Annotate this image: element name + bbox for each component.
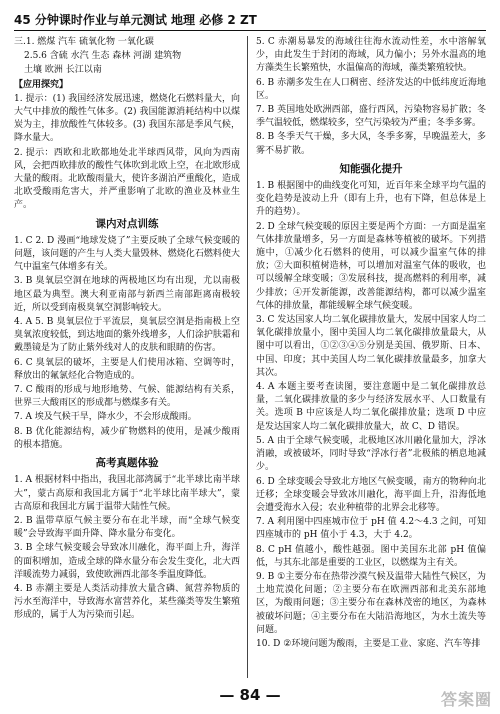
left-column	[14, 36, 240, 678]
answer-item: 8. B 冬季天气干燥，多大风，冬季多雾，早晚温差大，多雾不易扩散。	[256, 132, 486, 156]
answer-item: 10. D ②环境问题为酸雨，主要是工业、家庭、汽车等排	[256, 638, 481, 649]
page-number: — 84 —	[219, 686, 281, 704]
answer-item: 4. B 赤潮主要是人类活动排放大量含磷、氮营养物质的污水至海洋中，导致海水富营养化，某些藻类等发生繁殖形成的，属于人为污染而引起。	[14, 583, 240, 621]
intro-line-3: 土壤 欧洲 长江以南	[24, 65, 102, 76]
answer-item: 8. C pH 值越小，酸性越强。图中美国东北部 pH 值偏低，与其东北部是重要的工业区，以燃煤为主有关。	[256, 544, 486, 568]
answer-item: 3. C 发达国家人均二氧化碳排放量大，发展中国家人均二氧化碳排放量小，图中美国人均二氧化碳排放量最大，从图中可以看出，①②③④⑤分别是美国、俄罗斯、日本、中国、印度；其中美国人均二氧化碳排放量最多，加拿大其次。	[256, 315, 486, 378]
answer-item: 4. A 5. B 臭氧层位于平流层，臭氧层空洞是指南极上空臭氧浓度较低，到达地面的紫外线增多，人们涂护肤霜和戴墨镜是为了防止紫外线对人的皮肤和眼睛的伤害。	[14, 317, 240, 354]
answer-item: 9. B ①主要分布在热带沙漠气候及温带大陆性气候区，为土地荒漠化问题；②主要分布在欧洲西部和北美东部地区，为酸雨问题；③主要分布在森林茂密的地区，为森林被破坏问题；④主要分布在大陆沿海地区，为水土流失等问题。	[256, 571, 486, 635]
application-item: 1. 提示：(1) 我国经济发展迅速，燃烧化石燃料量大，向大气中排放的酸性气体多。(2) 我国能源消耗结构中以煤炭为主，排放酸性气体较多。(3) 我国东部是季风气候，降水量大。	[14, 93, 240, 144]
column-divider	[247, 36, 248, 678]
answer-item: 1. C 2. D 漫画“地球发烧了”主要反映了全球气候变暖的问题，该问题的产生与人类大量毁林、燃烧化石燃料使大气中温室气体增多有关。	[14, 235, 240, 273]
answer-item: 3. B 全球气候变暖会导致冰川融化，海平面上升，海洋的面积增加，造成全球的降水量分布会发生变化，北大西洋暖流势力减弱，致使欧洲西北部冬季温度降低。	[14, 543, 240, 580]
answer-item: 2. D 全球气候变暖的原因主要是两个方面：一方面是温室气体排放量增多，另一方面是森林等植被的破坏。下列措施中，①减少化石燃料的使用，可以减少温室气体的排放；②大面积植树造林，可以增加对温室气体的吸收，也可以缓解全球变暖；③发展科技，提高燃料的利用率，减少排放；④开发新能源，改善能源结构，都可以减少温室气体的排放量，都能缓解全球气候变暖。	[256, 221, 486, 311]
answer-item: 5. C 赤潮易暴发的海域往往海水流动性差，水中溶解氧少，由此发生于封闭的海域，风力偏小；另外水温高的地方藻类生长繁殖快，水温偏高的海域，藻类繁殖较快。	[256, 37, 486, 74]
answer-item: 6. C 臭氧层的破坏，主要是人们使用冰箱、空调等时，释放出的氟氯烃化合物造成的。	[14, 357, 240, 381]
answer-item: 7. B 英国地处欧洲西部，盛行西风，污染物容易扩散；冬季气温较低，燃煤较多，空气污染较为严重；冬季多雾。	[256, 105, 486, 129]
section-title-practice: 课内对点训练	[95, 217, 159, 230]
section-title-enhance: 知能强化提升	[339, 162, 403, 175]
right-column	[256, 36, 486, 678]
answer-item: 1. B 根据图中的曲线变化可知，近百年来全球平均气温的变化趋势是波动上升（即有上升，也有下降，但总体是上升的趋势）。	[256, 181, 486, 218]
answer-item: 6. B 赤潮多发生在人口稠密、经济发达的中低纬度近海地区。	[256, 77, 486, 101]
intro-line-1: 三.1. 燃煤 汽车 硫氧化物 一氧化碳	[14, 37, 154, 47]
page-header	[14, 10, 486, 31]
header-title: 45 分钟课时作业与单元测试 地理 必修 2 ZT	[14, 13, 257, 27]
answer-item: 7. A 利用图中四座城市位于 pH 值 4.2～4.3 之间，可知四座城市的 pH 值小于 4.3，大于 4.2。	[256, 517, 486, 541]
section-title-exam: 高考真题体验	[95, 457, 159, 470]
application-label: 【应用探究】	[14, 79, 69, 90]
answer-item: 8. B 优化能源结构，减少矿物燃料的使用，是减少酸雨的根本措施。	[14, 426, 240, 450]
answer-item: 6. D 全球变暖会导致北方地区气候变暖，南方的物种向北迁移；全球变暖会导致冰川融化，海平面上升，沿海低地会遭受海水入侵；农业种植带的北界会北移等。	[256, 476, 486, 513]
answer-item: 1. A 根据材料中指出，我国北部湾属于“北半球比南半球大”，蒙古高原和我国北方属于“北半球比南半球大”，蒙古高原和我国北方属于温带大陆性气候。	[14, 475, 240, 512]
answer-item: 4. A 本题主要考查读图，要注意题中是二氧化碳排放总量，二氧化碳排放量的多少与经济发展水平、人口数量有关。选项 B 中应该是人均二氧化碳排放量；选项 D 中应是发达国家人均二氧化碳排放量大，故 C、D 错误。	[256, 382, 486, 432]
answer-item: 2. B 温带草原气候主要分布在北半球，而“全球气候变暖”会导致海平面升降、降水量分布变化。	[14, 515, 240, 540]
answer-item: 7. C 酸雨的形成与地形地势、气候、能源结构有关系，世界三大酸雨区的形成都与燃煤多有关。	[14, 385, 240, 409]
watermark-logo: 答案圈	[440, 690, 492, 709]
application-item: 2. 提示：西欧和北欧都地处北半球西风带，风向为西南风，会把西欧排放的酸性气体吹到北欧上空，在北欧形成大量的酸雨。北欧酸雨量大，使许多湖泊严重酸化，造成北欧受酸雨危害大，并严重影响了北欧的渔业及林业生产。	[14, 147, 240, 211]
answer-item: 3. B 臭氧层空洞在地球的两极地区均有出现，尤以南极地区最为典型。澳大利亚南部与新西兰南部距离南极较近，所以受到南极臭氧空洞影响较大。	[14, 276, 240, 313]
answer-item: 7. A 埃及气候干旱，降水少，不会形成酸雨。	[14, 412, 197, 423]
answer-item: 5. A 由于全球气候变暖，北极地区冰川融化量加大，浮冰消融，或被破坏，同时导致“浮冰行者”北极熊的栖息地减少。	[256, 435, 486, 473]
intro-line-2: 2.5.6 含硫 水汽 生态 森林 河湖 建筑物	[24, 51, 182, 62]
